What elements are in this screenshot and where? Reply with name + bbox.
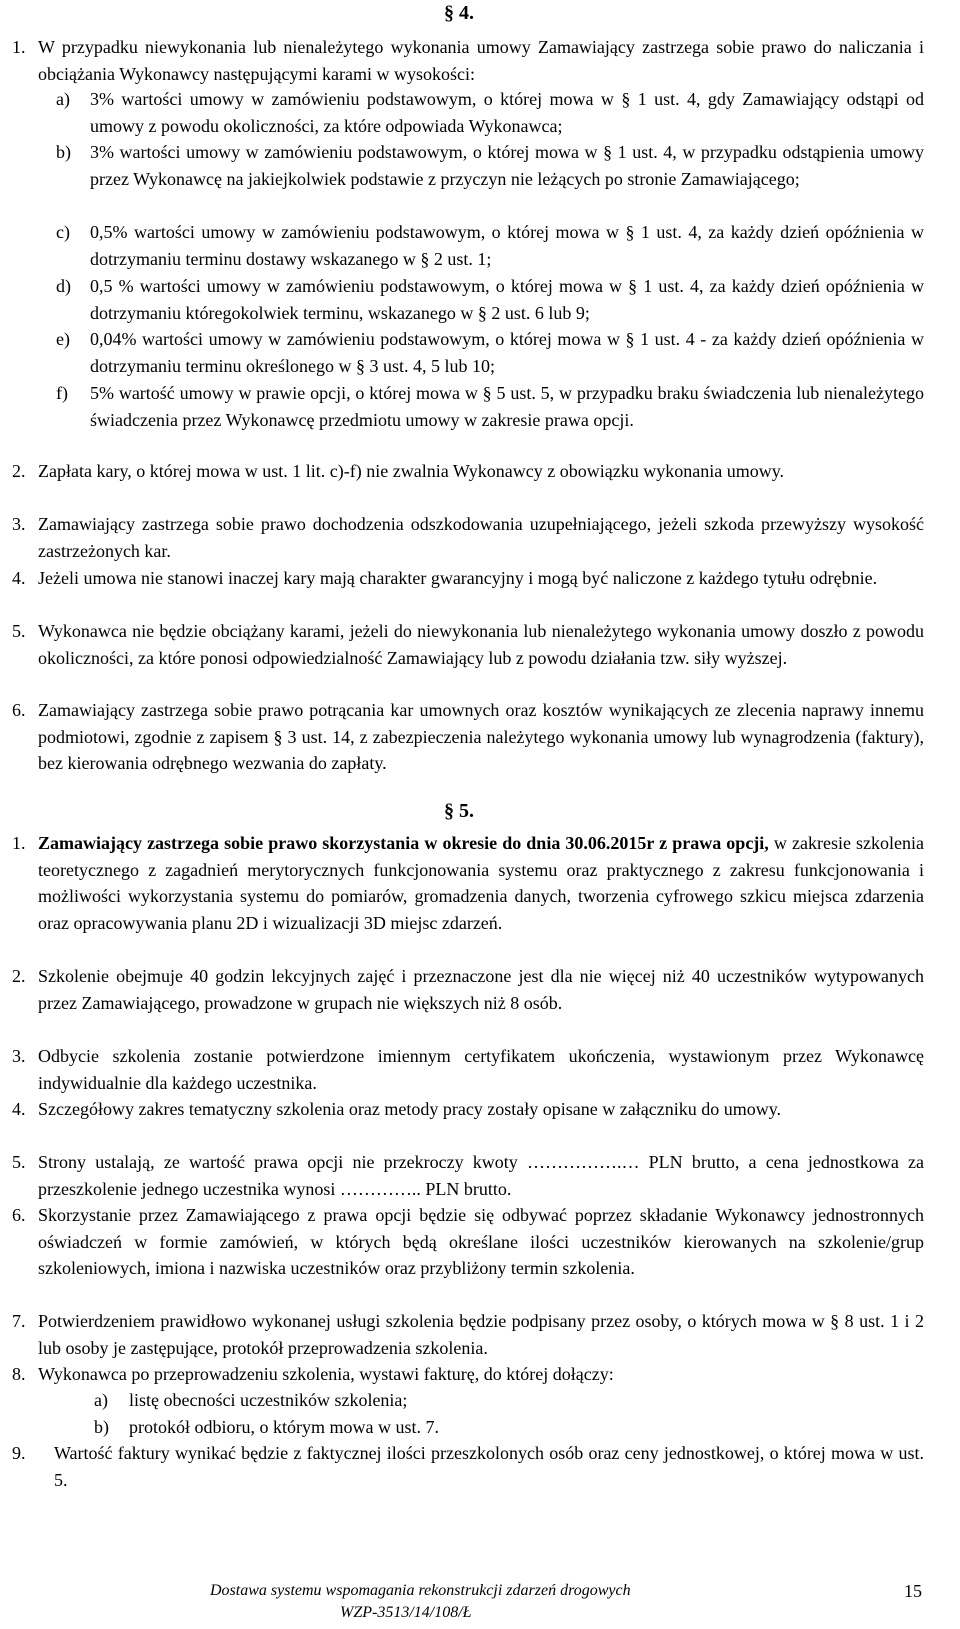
- s4-subitem-f-label: f): [56, 383, 68, 403]
- s4-subitem-b-label: b): [56, 142, 71, 162]
- s4-item-1-text: W przypadku niewykonania lub nienależytego wykonania umowy Zamawiający zastrzega sobie prawo do naliczania i obciążania Wykonawcy następującymi karami w wysokości:: [38, 37, 924, 84]
- s4-item-5-number: 5.: [12, 621, 26, 641]
- s5-item-7-text: Potwierdzeniem prawidłowo wykonanej usługi szkolenia będzie podpisany przez osoby, o których mowa w § 8 ust. 1 i 2 lub osoby je zastępujące, protokół przeprowadzenia szkolenia.: [38, 1311, 924, 1358]
- s5-subitem-a-label: a): [94, 1390, 108, 1410]
- s5-subitem-b-text: protokół odbioru, o którym mowa w ust. 7.: [129, 1417, 439, 1437]
- s4-item-5-text: Wykonawca nie będzie obciążany karami, jeżeli do niewykonania lub nienależytego wykonania umowy doszło z powodu okoliczności, za które ponosi odpowiedzialność Zamawiający lub z powodu działania tzw. siły wyższej.: [38, 621, 924, 668]
- s4-subitem-c-label: c): [56, 222, 70, 242]
- s5-item-2-text: Szkolenie obejmuje 40 godzin lekcyjnych zajęć i przeznaczone jest dla nie więcej niż 40 uczestników wytypowanych przez Zamawiającego, prowadzone w grupach nie większych niż 8 osób.: [38, 966, 924, 1013]
- s4-item-6-text: Zamawiający zastrzega sobie prawo potrącania kar umownych oraz kosztów wynikających ze zlecenia naprawy innemu podmiotowi, zgodnie z zapisem § 3 ust. 14, z zabezpieczenia należytego wykonania umowy lub wynagrodzenia (faktury), bez kierowania odrębnego wezwania do zapłaty.: [38, 700, 924, 773]
- footer-reference: WZP-3513/14/108/Ł: [340, 1604, 472, 1621]
- s4-item-3-text: Zamawiający zastrzega sobie prawo dochodzenia odszkodowania uzupełniającego, jeżeli szkoda przewyższy wysokość zastrzeżonych kar.: [38, 514, 924, 561]
- s5-item-9-text: Wartość faktury wynikać będzie z faktycznej ilości przeszkolonych osób oraz ceny jednostkowej, o której mowa w ust. 5.: [54, 1443, 924, 1490]
- s4-subitem-f: [56, 380, 924, 433]
- s5-item-7: [12, 1308, 924, 1361]
- s5-item-6-number: 6.: [12, 1205, 26, 1225]
- s4-item-1: [12, 34, 924, 87]
- page-number: 15: [904, 1581, 922, 1601]
- s5-subitem-a-text: listę obecności uczestników szkolenia;: [129, 1390, 408, 1410]
- s5-subitem-b-label: b): [94, 1417, 109, 1437]
- s4-item-4-number: 4.: [12, 568, 26, 588]
- s4-item-1-number: 1.: [12, 37, 26, 57]
- s5-item-3: [12, 1043, 924, 1096]
- s4-subitem-b-text: 3% wartości umowy w zamówieniu podstawowym, o której mowa w § 1 ust. 4, w przypadku odstąpienia umowy przez Wykonawcę na jakiejkolwiek podstawie z przyczyn nie leżących po stronie Zamawiającego;: [90, 142, 924, 189]
- s4-item-5: [12, 618, 924, 671]
- s4-item-2: [12, 458, 924, 485]
- s5-item-2-number: 2.: [12, 966, 26, 986]
- s5-item-5-text: Strony ustalają, ze wartość prawa opcji nie przekroczy kwoty …………….… PLN brutto, a cena jednostkowa za przeszkolenie jednego uczestnika wynosi ………….. PLN brutto.: [38, 1152, 924, 1199]
- s4-item-4: [12, 565, 924, 592]
- s5-item-1-number: 1.: [12, 833, 26, 853]
- s4-subitem-a: [56, 86, 924, 139]
- s4-subitem-e-label: e): [56, 329, 70, 349]
- s5-item-8-number: 8.: [12, 1364, 26, 1384]
- s4-subitem-a-text: 3% wartości umowy w zamówieniu podstawowym, o której mowa w § 1 ust. 4, gdy Zamawiający odstąpi od umowy z powodu okoliczności, za które odpowiada Wykonawca;: [90, 89, 924, 136]
- s4-item-6: [12, 697, 924, 777]
- section-4-heading: § 4.: [444, 2, 474, 24]
- s5-item-4-number: 4.: [12, 1099, 26, 1119]
- s4-item-2-number: 2.: [12, 461, 26, 481]
- s4-subitem-a-label: a): [56, 89, 70, 109]
- s5-item-7-number: 7.: [12, 1311, 26, 1331]
- s5-item-5-number: 5.: [12, 1152, 26, 1172]
- s5-item-4: [12, 1096, 924, 1123]
- s4-item-4-text: Jeżeli umowa nie stanowi inaczej kary mają charakter gwarancyjny i mogą być naliczone z każdego tytułu odrębnie.: [38, 568, 878, 588]
- footer-title: Dostawa systemu wspomagania rekonstrukcji zdarzeń drogowych: [210, 1582, 631, 1599]
- s5-item-1-bold-text: Zamawiający zastrzega sobie prawo skorzystania w okresie do dnia 30.06.2015r z prawa opcji,: [38, 833, 769, 853]
- s4-subitem-c-text: 0,5% wartości umowy w zamówieniu podstawowym, o której mowa w § 1 ust. 4, za każdy dzień opóźnienia w dotrzymaniu terminu dostawy wskazanego w § 2 ust. 1;: [90, 222, 924, 269]
- section-5-heading: § 5.: [444, 800, 474, 822]
- s5-item-1-text: [38, 830, 924, 936]
- s4-subitem-f-text: 5% wartość umowy w prawie opcji, o której mowa w § 5 ust. 5, w przypadku braku świadczenia lub nienależytego świadczenia przez Wykonawcę przedmiotu umowy w zakresie prawa opcji.: [90, 383, 924, 430]
- s4-subitem-d-label: d): [56, 276, 71, 296]
- s4-subitem-d-text: 0,5 % wartości umowy w zamówieniu podstawowym, o której mowa w § 1 ust. 4, za każdy dzień opóźnienia w dotrzymaniu któregokolwiek terminu, wskazanego w § 2 ust. 6 lub 9;: [90, 276, 924, 323]
- s5-item-9: [12, 1440, 924, 1493]
- s5-item-3-text: Odbycie szkolenia zostanie potwierdzone imiennym certyfikatem ukończenia, wystawionym przez Wykonawcę indywidualnie dla każdego uczestnika.: [38, 1046, 924, 1093]
- s5-item-1: [12, 830, 924, 936]
- s5-item-8-text: Wykonawca po przeprowadzeniu szkolenia, wystawi fakturę, do której dołączy:: [38, 1364, 614, 1384]
- s4-subitem-c: [56, 219, 924, 272]
- s5-item-9-number: 9.: [12, 1443, 26, 1463]
- s4-item-6-number: 6.: [12, 700, 26, 720]
- s4-item-2-text: Zapłata kary, o której mowa w ust. 1 lit. c)-f) nie zwalnia Wykonawcy z obowiązku wykonania umowy.: [38, 461, 785, 481]
- s4-item-3: [12, 511, 924, 564]
- s4-item-3-number: 3.: [12, 514, 26, 534]
- s5-item-3-number: 3.: [12, 1046, 26, 1066]
- s4-subitem-d: [56, 273, 924, 326]
- s5-item-2: [12, 963, 924, 1016]
- s5-item-1-rest-text: w zakresie szkolenia teoretycznego z zagadnień merytorycznych funkcjonowania systemu oraz praktycznego z zakresu funkcjonowania i możliwości wykorzystania systemu do pomiarów, gromadzenia danych, tworzenia cyfrowego szkicu miejsca zdarzenia oraz opracowywania planu 2D i wizualizacji 3D miejsc zdarzeń.: [38, 833, 924, 933]
- s5-subitem-b: [94, 1414, 439, 1441]
- s5-item-8: [12, 1361, 924, 1388]
- s5-item-6-text: Skorzystanie przez Zamawiającego z prawa opcji będzie się odbywać poprzez składanie Wykonawcy jednostronnych oświadczeń w formie zamówień, w których będą określane ilości uczestników kierowanych na szkolenie/grup szkoleniowych, imiona i nazwiska uczestników oraz przybliżony termin szkolenia.: [38, 1205, 924, 1278]
- s5-item-5: [12, 1149, 924, 1202]
- s4-subitem-e-text: 0,04% wartości umowy w zamówieniu podstawowym, o której mowa w § 1 ust. 4 - za każdy dzień opóźnienia w dotrzymaniu terminu określonego w § 3 ust. 4, 5 lub 10;: [90, 329, 924, 376]
- s5-subitem-a: [94, 1387, 407, 1414]
- s5-item-4-text: Szczegółowy zakres tematyczny szkolenia oraz metody pracy zostały opisane w załączniku do umowy.: [38, 1099, 782, 1119]
- s4-subitem-e: [56, 326, 924, 379]
- s4-subitem-b: [56, 139, 924, 192]
- s5-item-6: [12, 1202, 924, 1282]
